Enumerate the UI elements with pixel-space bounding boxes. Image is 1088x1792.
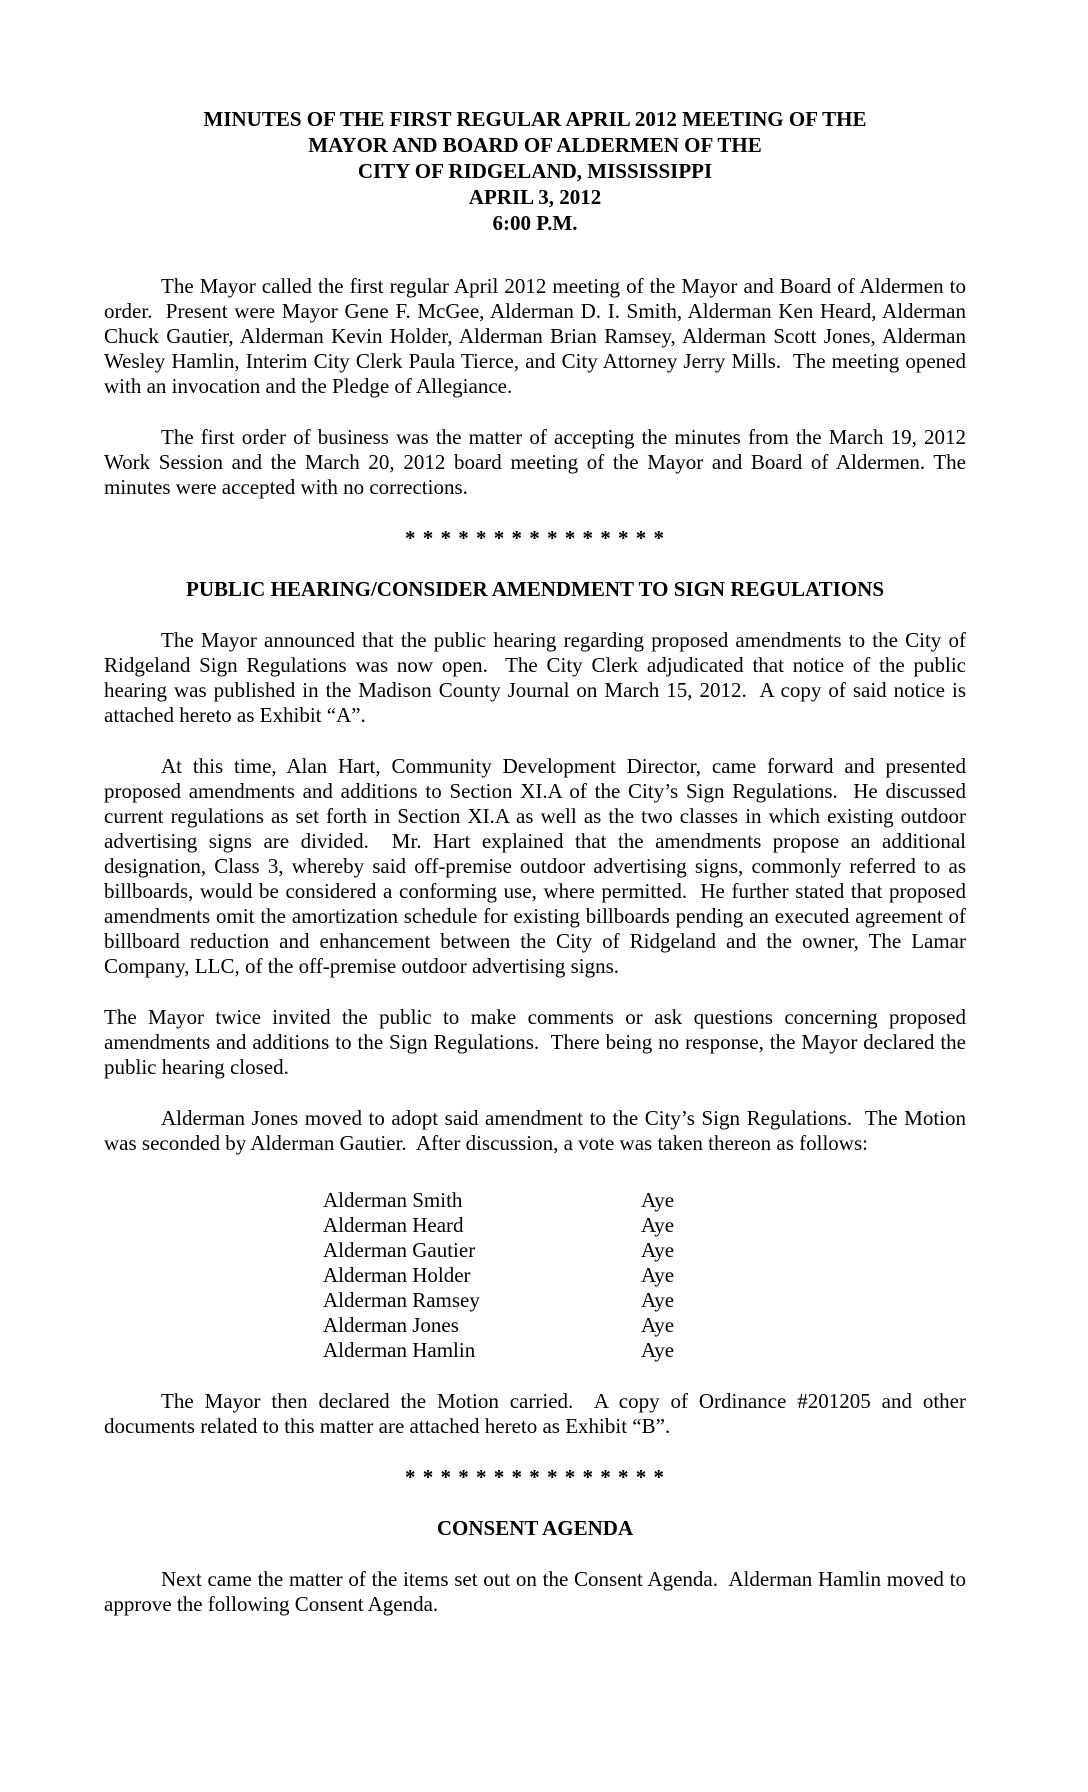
paragraph-call-to-order: The Mayor called the first regular April 2012 meeting of the Mayor and Board of Aldermen to order. Present were Mayor Gene F. McGee, Alderman D. I. Smith, Alderman Ken Heard, Alderman Chuck Gautier, Alderman Kevin Holder, Alderman Brian Ramsey, Alderman Scott Jones, Alderman Wesley Hamlin, Interim City Clerk Paula Tierce, and City Attorney Jerry Mills. The meeting opened with an invocation and the Pledge of Allegiance. xyxy=(104,274,972,398)
vote-roll xyxy=(104,1188,966,1363)
asterisk-separator: * * * * * * * * * * * * * * * xyxy=(405,526,665,550)
vote-name: Alderman Hamlin xyxy=(323,1338,476,1362)
asterisk-separator: * * * * * * * * * * * * * * * xyxy=(405,1465,665,1489)
vote-value: Aye xyxy=(641,1288,675,1312)
title-line: APRIL 3, 2012 xyxy=(468,185,602,209)
vote-row xyxy=(104,1188,966,1213)
vote-row xyxy=(104,1263,966,1288)
vote-value: Aye xyxy=(641,1188,675,1212)
vote-value: Aye xyxy=(641,1313,675,1337)
vote-row xyxy=(104,1313,966,1338)
paragraph-hearing-closed: The Mayor twice invited the public to make comments or ask questions concerning proposed amendments and additions to the Sign Regulations. There being no response, the Mayor declared the public hearing closed. xyxy=(104,1005,972,1079)
vote-row xyxy=(104,1213,966,1238)
vote-name: Alderman Jones xyxy=(323,1313,459,1337)
paragraph-minutes-acceptance: The first order of business was the matter of accepting the minutes from the March 19, 2012 Work Session and the March 20, 2012 board meeting of the Mayor and Board of Aldermen. The minutes were accepted with no corrections. xyxy=(104,425,972,499)
paragraph-hearing-opened: The Mayor announced that the public hearing regarding proposed amendments to the City of Ridgeland Sign Regulations was now open. The City Clerk adjudicated that notice of the public hearing was published in the Madison County Journal on March 15, 2012. A copy of said notice is attached hereto as Exhibit “A”. xyxy=(104,628,972,727)
section-heading-consent-agenda: CONSENT AGENDA xyxy=(436,1516,634,1540)
title-line: MINUTES OF THE FIRST REGULAR APRIL 2012 MEETING OF THE xyxy=(203,107,867,131)
vote-value: Aye xyxy=(641,1213,675,1237)
paragraph-consent-agenda-intro: Next came the matter of the items set out on the Consent Agenda. Alderman Hamlin moved to approve the following Consent Agenda. xyxy=(104,1567,972,1616)
vote-name: Alderman Holder xyxy=(323,1263,471,1287)
title-line: MAYOR AND BOARD OF ALDERMEN OF THE xyxy=(308,133,762,157)
paragraph-motion-carried: The Mayor then declared the Motion carried. A copy of Ordinance #201205 and other documents related to this matter are attached hereto as Exhibit “B”. xyxy=(104,1389,972,1438)
vote-name: Alderman Smith xyxy=(323,1188,463,1212)
paragraph-alan-hart-presentation: At this time, Alan Hart, Community Development Director, came forward and presented proposed amendments and additions to Section XI.A of the City’s Sign Regulations. He discussed current regulations as set forth in Section XI.A as well as the two classes in which existing outdoor advertising signs are divided. Mr. Hart explained that the amendments propose an additional designation, Class 3, whereby said off-premise outdoor advertising signs, commonly referred to as billboards, would be considered a conforming use, where permitted. He further stated that proposed amendments omit the amortization schedule for existing billboards pending an executed agreement of billboard reduction and enhancement between the City of Ridgeland and the owner, The Lamar Company, LLC, of the off-premise outdoor advertising signs. xyxy=(104,754,972,978)
title-line: CITY OF RIDGELAND, MISSISSIPPI xyxy=(357,159,713,183)
vote-value: Aye xyxy=(641,1263,675,1287)
vote-name: Alderman Heard xyxy=(323,1213,464,1237)
section-heading-public-hearing: PUBLIC HEARING/CONSIDER AMENDMENT TO SIGN REGULATIONS xyxy=(186,577,884,601)
vote-row xyxy=(104,1338,966,1363)
document-title xyxy=(104,106,966,236)
vote-row xyxy=(104,1288,966,1313)
vote-row xyxy=(104,1238,966,1263)
paragraph-motion-to-adopt: Alderman Jones moved to adopt said amendment to the City’s Sign Regulations. The Motion was seconded by Alderman Gautier. After discussion, a vote was taken thereon as follows: xyxy=(104,1106,972,1155)
vote-name: Alderman Ramsey xyxy=(323,1288,480,1312)
vote-value: Aye xyxy=(641,1238,675,1262)
vote-value: Aye xyxy=(641,1338,675,1362)
title-line: 6:00 P.M. xyxy=(492,211,578,235)
vote-name: Alderman Gautier xyxy=(323,1238,476,1262)
